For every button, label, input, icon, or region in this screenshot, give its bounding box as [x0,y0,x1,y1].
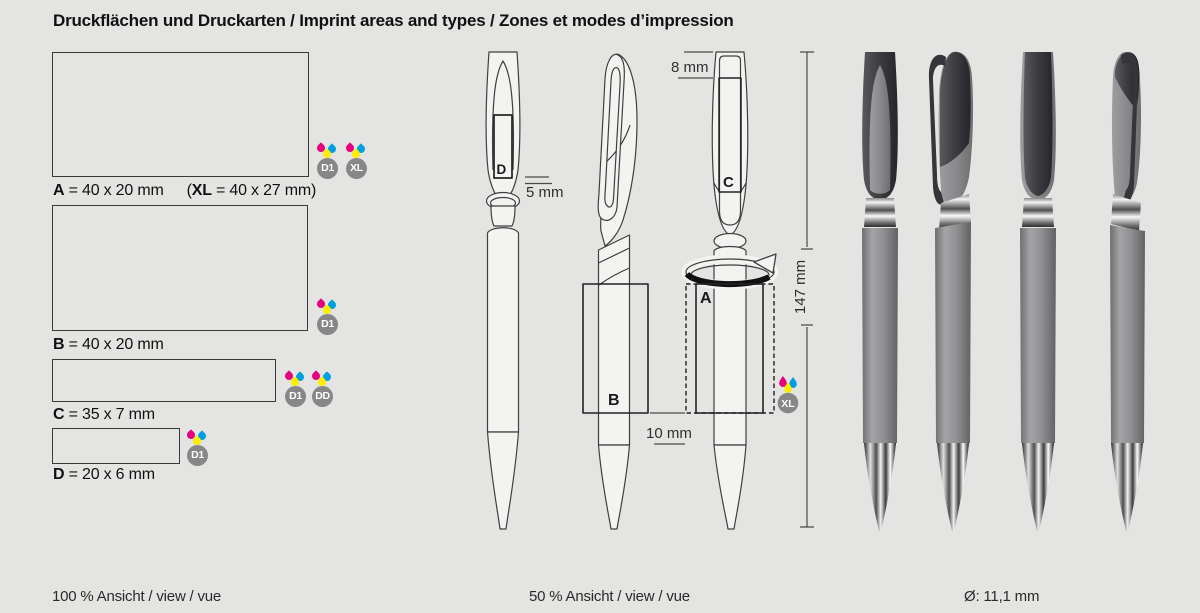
page-title: Druckflächen und Druckarten / Imprint areas and types / Zones et modes d’impression [53,11,734,30]
area-label-c [53,406,155,424]
print-badge-d1-area-a [315,143,341,180]
print-badge-xl-drawing [778,376,799,413]
area-letter-d: D [53,466,65,483]
zone-letter-a: A [700,290,712,307]
area-letter-a: A [53,182,65,199]
svg-text:XL: XL [781,398,795,410]
zone-letter-c: C [723,174,734,191]
zone-letter-b: B [608,392,620,409]
print-badge-dd-area-c [310,371,336,408]
imprint-area-rect-a [52,52,309,177]
area-label-a [53,182,316,200]
area-label-b [53,336,164,354]
area-letter-c: C [53,406,65,423]
pen-drawing-side-view [598,54,637,529]
badge-label: DD [312,386,333,407]
badge-label: XL [346,158,367,179]
print-badge-xl-area-a [344,143,370,180]
pen-product-photos [830,35,1200,545]
area-size-d: = 20 x 6 mm [64,466,155,483]
area-size-c: = 35 x 7 mm [64,406,155,423]
area-label-d [53,466,155,484]
dim-8mm: 8 mm [671,59,709,76]
dim-147mm: 147 mm [792,259,809,315]
imprint-area-rect-d [52,428,180,464]
area-letter-xl: XL [191,182,212,199]
pen-photo-side-right [1110,52,1145,531]
dimension-lines [525,52,814,527]
zone-letter-d: D [496,162,507,177]
badge-label: D1 [317,158,338,179]
footer-view-50: 50 % Ansicht / view / vue [529,588,690,605]
pen-drawing-front-view [486,52,520,529]
print-badge-d1-area-c [283,371,309,408]
area-letter-b: B [53,336,65,353]
dim-10mm: 10 mm [646,425,692,442]
badge-label: D1 [285,386,306,407]
print-badge-d1-area-d [185,430,211,467]
imprint-area-rect-b [52,205,308,331]
badge-label: D1 [317,314,338,335]
dim-5mm: 5 mm [526,184,564,201]
pen-photo-back [1020,52,1056,531]
pen-technical-drawing [460,35,830,545]
area-size-b: = 40 x 20 mm [64,336,164,353]
footer-diameter: Ø: 11,1 mm [964,588,1040,605]
pen-photo-front [862,52,898,531]
pen-photo-side-left [929,52,973,531]
imprint-area-rect-c [52,359,276,402]
print-badge-d1-area-b [315,299,341,336]
footer-view-100: 100 % Ansicht / view / vue [52,588,222,605]
area-size-a: = 40 x 20 mm [64,182,164,199]
badge-label: D1 [187,445,208,466]
area-xl-note: (XL = 40 x 27 mm) [186,182,317,199]
